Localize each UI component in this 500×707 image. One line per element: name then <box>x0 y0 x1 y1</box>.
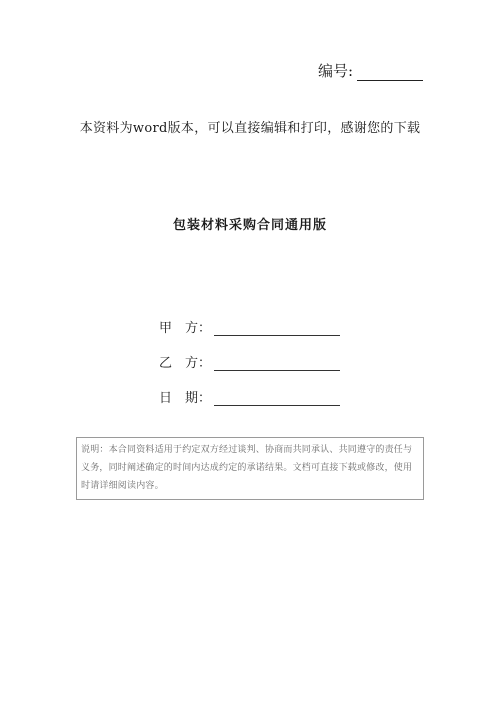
serial-label: 编号: <box>318 62 354 80</box>
party-a-label: 甲 方： <box>159 321 212 336</box>
party-b-field <box>159 352 340 371</box>
document-title: 包装材料采购合同通用版 <box>172 218 327 233</box>
party-b-label: 乙 方： <box>159 356 212 371</box>
instruction-note-box: 说明：本合同资料适用于约定双方经过谈判、协商而共同承认、共同遵守的责任与义务，同时阐述确定的时间内达成约定的承诺结果。文档可直接下载或修改，使用时请详细阅读内容。 <box>76 437 424 500</box>
party-b-blank-line[interactable] <box>214 356 340 371</box>
date-field <box>159 387 340 406</box>
serial-blank-line[interactable] <box>357 64 423 81</box>
date-label: 日 期： <box>159 391 212 406</box>
party-a-blank-line[interactable] <box>214 321 340 336</box>
party-a-field <box>159 317 340 336</box>
download-notice: 本资料为word版本，可以直接编辑和打印，感谢您的下载 <box>79 121 421 136</box>
serial-number <box>318 60 423 81</box>
date-blank-line[interactable] <box>214 391 340 406</box>
